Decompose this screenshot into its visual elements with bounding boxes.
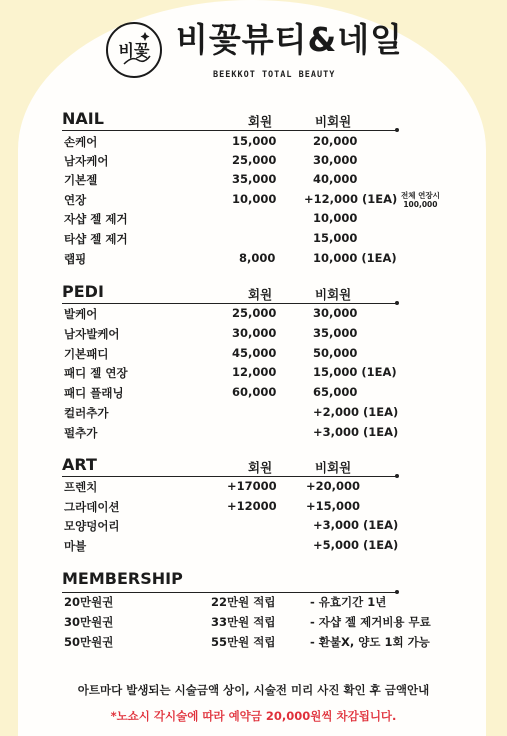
row-member: 10,000 <box>232 192 277 206</box>
row-member: 12,000 <box>232 365 277 379</box>
row-nonmember: 40,000 <box>313 172 358 186</box>
row-member: +12000 <box>227 499 277 513</box>
row-member: 8,000 <box>239 251 276 265</box>
row-nonmember: 20,000 <box>313 134 358 148</box>
note-line: 100,000 <box>403 200 438 209</box>
row-member: 15,000 <box>232 134 277 148</box>
row-name: 남자발케어 <box>64 327 120 341</box>
membership-name: 50만원권 <box>64 635 114 649</box>
row-nonmember: +2,000 (1EA) <box>313 405 399 419</box>
col-head-nonmember: 비회원 <box>315 114 352 129</box>
brand-subtitle: BEEKKOT TOTAL BEAUTY <box>213 70 336 80</box>
membership-value: 22만원 적립 <box>211 595 276 609</box>
row-member: 45,000 <box>232 346 277 360</box>
row-member: 30,000 <box>232 326 277 340</box>
row-name: 프렌치 <box>64 480 98 494</box>
membership-name: 30만원권 <box>64 615 114 629</box>
divider <box>62 476 396 477</box>
divider <box>62 592 396 593</box>
membership-name: 20만원권 <box>64 595 114 609</box>
divider <box>62 303 396 304</box>
row-name: 손케어 <box>64 135 98 149</box>
row-name: 그라데이션 <box>64 500 120 514</box>
row-nonmember: +3,000 (1EA) <box>313 518 399 532</box>
row-name: 기본패디 <box>64 347 109 361</box>
section-title-art: ART <box>62 455 97 474</box>
membership-value: 55만원 적립 <box>211 635 276 649</box>
footer-warning: *노쇼시 각시술에 따라 예약금 20,000원씩 차감됩니다. <box>110 709 397 723</box>
row-name: 패디 젤 연장 <box>64 366 128 380</box>
membership-benefit: - 환불X, 양도 1회 가능 <box>310 635 430 649</box>
row-name: 모양덩어리 <box>64 519 120 533</box>
section-title-membership: MEMBERSHIP <box>62 569 183 588</box>
row-member: 35,000 <box>232 172 277 186</box>
section-title-nail: NAIL <box>62 109 104 128</box>
divider <box>62 130 396 131</box>
row-name: 마블 <box>64 539 87 553</box>
membership-value: 33만원 적립 <box>211 615 276 629</box>
col-head-member: 회원 <box>248 114 273 129</box>
membership-benefit: - 유효기간 1년 <box>310 595 387 609</box>
row-name: 발케어 <box>64 307 98 321</box>
row-name: 패디 플래닝 <box>64 386 124 400</box>
logo-text: 비꽃 <box>118 41 150 60</box>
row-name: 펄추가 <box>64 426 98 440</box>
row-nonmember: 15,000 <box>313 231 358 245</box>
row-nonmember: +20,000 <box>306 479 361 493</box>
row-name: 자샵 젤 제거 <box>64 212 128 226</box>
row-nonmember: 10,000 <box>313 211 358 225</box>
row-nonmember: 30,000 <box>313 153 358 167</box>
membership-benefit: - 자샵 젤 제거비용 무료 <box>310 615 431 629</box>
row-nonmember: +12,000 (1EA) <box>304 192 398 206</box>
row-member: 25,000 <box>232 306 277 320</box>
extension-note <box>401 191 440 209</box>
row-nonmember: 50,000 <box>313 346 358 360</box>
col-head-nonmember: 비회원 <box>315 460 352 475</box>
row-nonmember: 10,000 (1EA) <box>313 251 397 265</box>
row-name: 타샵 젤 제거 <box>64 232 128 246</box>
brand-logo <box>104 20 164 80</box>
col-head-member: 회원 <box>248 287 273 302</box>
row-nonmember: +15,000 <box>306 499 361 513</box>
row-name: 랩핑 <box>64 252 87 266</box>
row-name: 기본젤 <box>64 173 98 187</box>
row-nonmember: 30,000 <box>313 306 358 320</box>
col-head-member: 회원 <box>248 460 273 475</box>
row-name: 남자케어 <box>64 154 109 168</box>
note-line: 전체 연장시 <box>401 191 440 200</box>
row-member: 60,000 <box>232 385 277 399</box>
col-head-nonmember: 비회원 <box>315 287 352 302</box>
row-member: 25,000 <box>232 153 277 167</box>
row-nonmember: 35,000 <box>313 326 358 340</box>
row-member: +17000 <box>227 479 277 493</box>
section-title-pedi: PEDI <box>62 282 104 301</box>
row-nonmember: +3,000 (1EA) <box>313 425 399 439</box>
row-name: 컬러추가 <box>64 406 109 420</box>
row-nonmember: 65,000 <box>313 385 358 399</box>
row-name: 연장 <box>64 193 87 207</box>
brand-title: 비꽃뷰티&네일 <box>176 20 404 59</box>
row-nonmember: +5,000 (1EA) <box>313 538 399 552</box>
row-nonmember: 15,000 (1EA) <box>313 365 397 379</box>
footer-notice: 아트마다 발생되는 시술금액 상이, 시술전 미리 사진 확인 후 금액안내 <box>77 683 430 697</box>
